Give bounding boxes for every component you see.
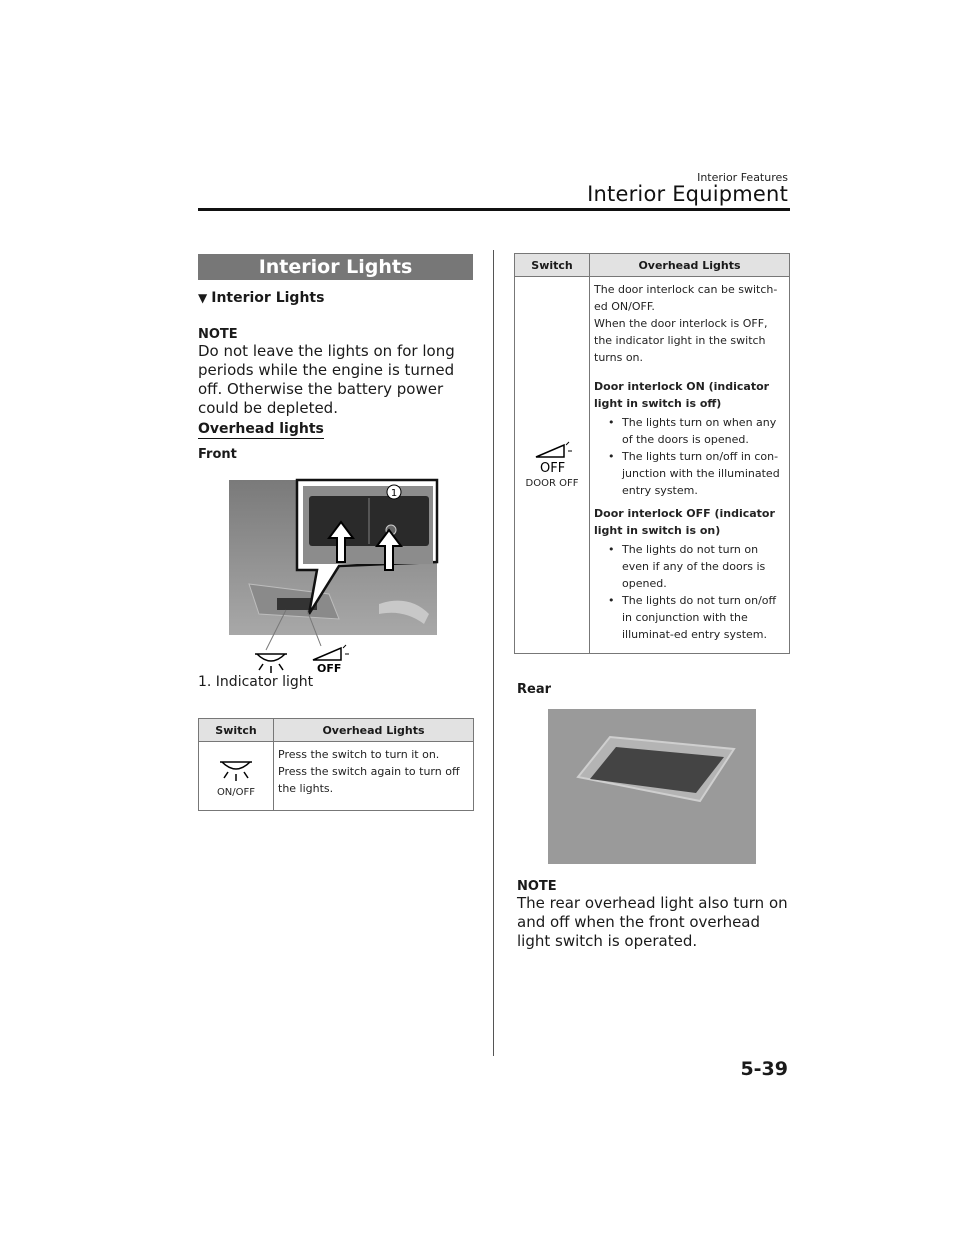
chapter-title: Interior Equipment bbox=[587, 182, 788, 206]
description-cell bbox=[590, 277, 790, 654]
rear-heading: Rear bbox=[517, 682, 552, 697]
on-off-table bbox=[198, 718, 474, 811]
section-title: Interior Features bbox=[697, 171, 788, 184]
door-light-icon bbox=[530, 441, 574, 475]
col-switch-header: Switch bbox=[199, 719, 274, 742]
note-text: Do not leave the lights on for long periods while the engine is turned off. Otherwise the battery power could be depleted. bbox=[198, 342, 455, 417]
triangle-icon: ▼ bbox=[198, 291, 208, 305]
list-item: • The lights turn on/off in con-junction with the illuminated entry system. bbox=[600, 448, 785, 499]
interlock-off-list bbox=[594, 541, 785, 643]
section-banner: Interior Lights bbox=[198, 254, 473, 280]
rear-note-block bbox=[517, 879, 792, 951]
switch-cell bbox=[515, 277, 590, 654]
rear-overhead-illustration bbox=[548, 709, 756, 864]
description-line: Press the switch to turn it on. bbox=[278, 748, 440, 761]
callout-number: 1 bbox=[390, 488, 398, 499]
switch-label: DOOR OFF bbox=[525, 478, 579, 489]
list-item: • The lights do not turn on even if any of the doors is opened. bbox=[600, 541, 785, 592]
dome-light-icon bbox=[216, 754, 256, 784]
subheading-text: Interior Lights bbox=[211, 290, 325, 306]
note-label: NOTE bbox=[517, 879, 557, 894]
front-heading: Front bbox=[198, 447, 237, 462]
column-divider bbox=[493, 250, 494, 1056]
page-number: 5-39 bbox=[740, 1058, 788, 1080]
intro-text: The door interlock can be switch-ed ON/OFF. bbox=[594, 283, 778, 313]
interlock-on-list bbox=[594, 414, 785, 499]
col-lights-header: Overhead Lights bbox=[274, 719, 474, 742]
note-block bbox=[198, 327, 473, 418]
switch-cell bbox=[199, 742, 274, 811]
col-switch-header: Switch bbox=[515, 254, 590, 277]
col-lights-header: Overhead Lights bbox=[590, 254, 790, 277]
note-label: NOTE bbox=[198, 327, 238, 342]
overhead-lights-heading: Overhead lights bbox=[198, 421, 324, 437]
list-item: • The lights turn on when any of the doors is opened. bbox=[600, 414, 785, 448]
interlock-on-heading: Door interlock ON (indicator light in switch is off) bbox=[594, 380, 770, 410]
figure-caption: 1. Indicator light bbox=[198, 674, 314, 690]
description-cell bbox=[274, 742, 474, 811]
door-light-icon bbox=[313, 645, 349, 674]
switch-label: ON/OFF bbox=[216, 787, 256, 798]
interlock-off-heading: Door interlock OFF (indicator light in switch is on) bbox=[594, 507, 775, 537]
subheading bbox=[198, 290, 324, 306]
list-item: • The lights do not turn on/off in conjunction with the illuminat-ed entry system. bbox=[600, 592, 785, 643]
door-off-table bbox=[514, 253, 790, 654]
off-label: OFF bbox=[540, 461, 566, 475]
note-text: The rear overhead light also turn on and off when the front overhead light switch is operated. bbox=[517, 894, 788, 950]
dome-light-icon bbox=[255, 654, 287, 673]
intro-text: When the door interlock is OFF, the indicator light in the switch turns on. bbox=[594, 317, 768, 364]
off-label: OFF bbox=[317, 662, 342, 674]
front-overhead-illustration bbox=[229, 474, 441, 674]
description-line: Press the switch again to turn off the lights. bbox=[278, 765, 460, 795]
header-rule bbox=[198, 208, 790, 211]
